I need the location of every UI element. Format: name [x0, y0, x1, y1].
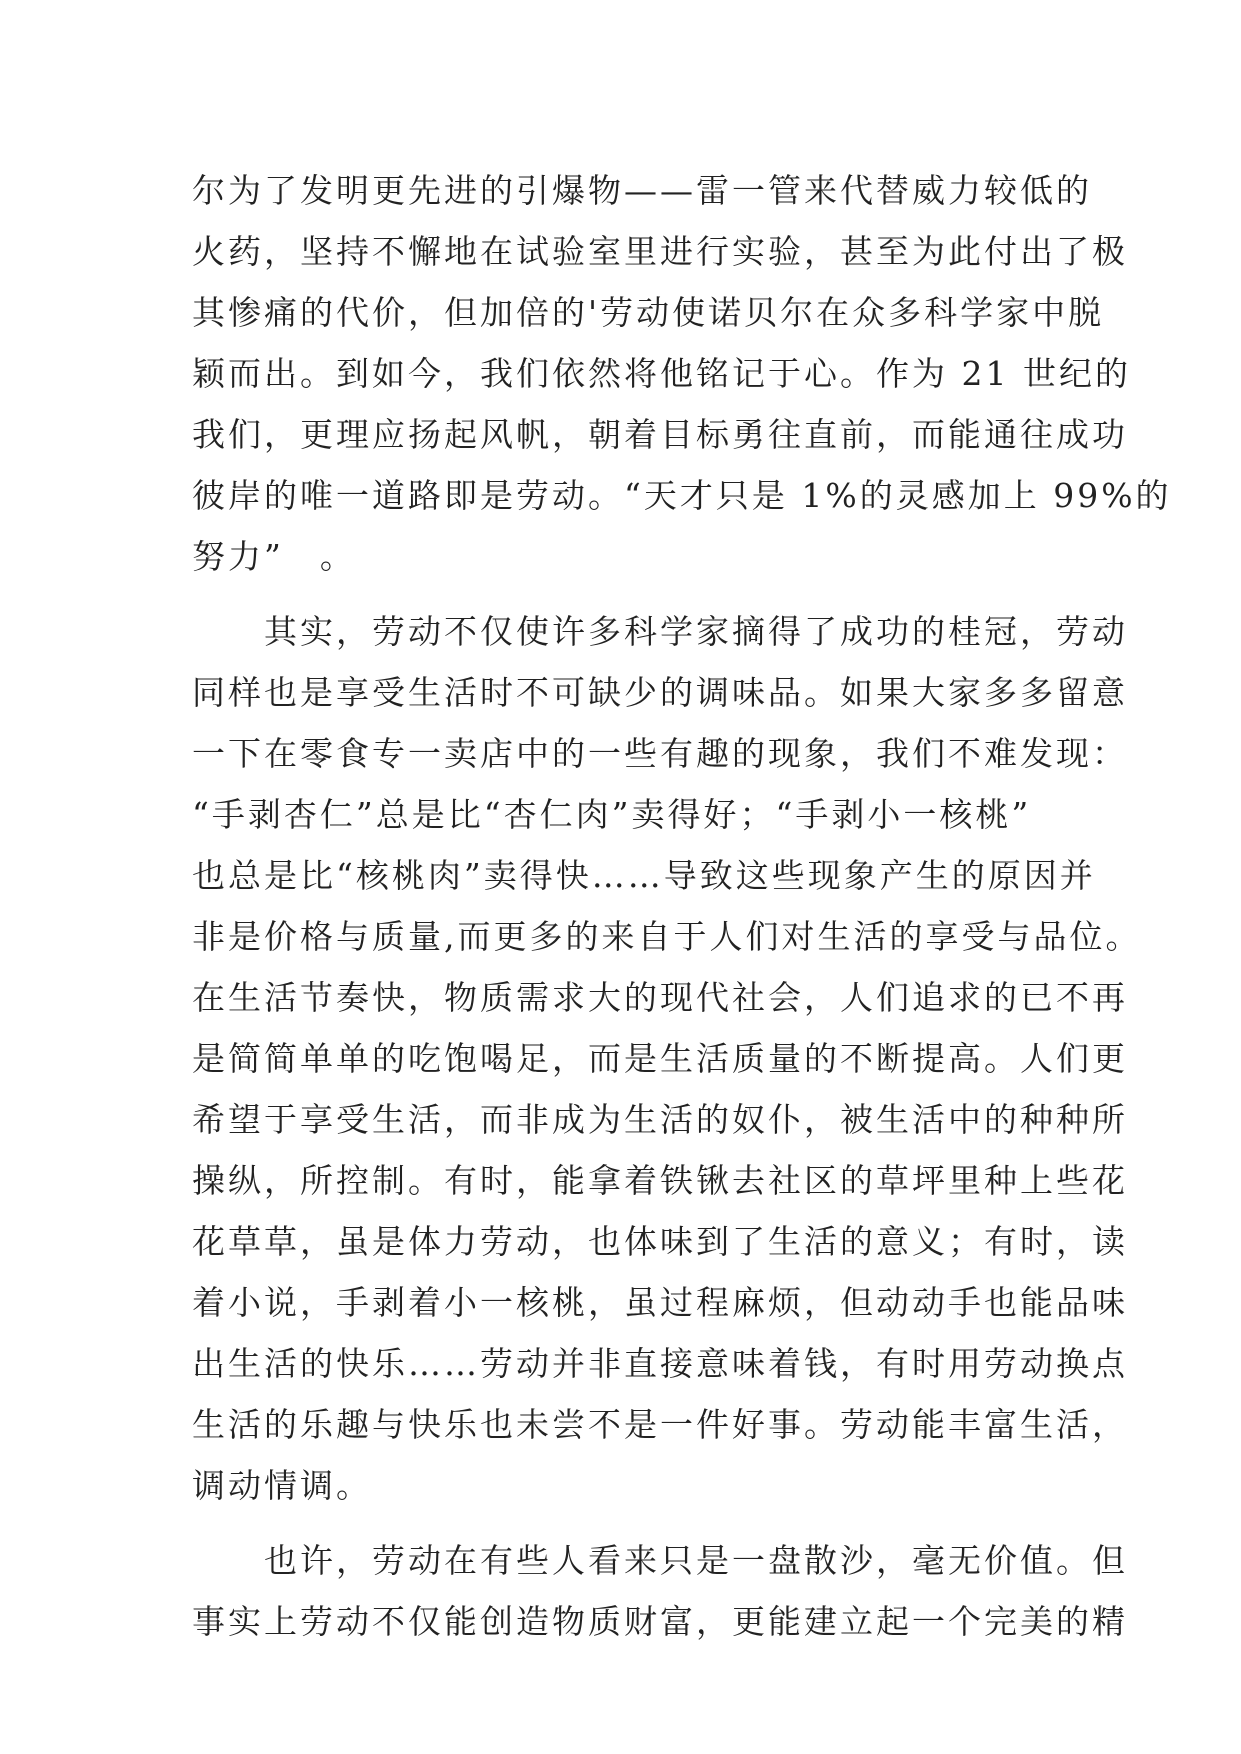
text-line: 也许，劳动在有些人看来只是一盘散沙，毫无价值。但: [192, 1541, 1128, 1580]
paragraph-gap: [192, 1516, 1072, 1530]
text-line: 颖而出。到如今，我们依然将他铭记于心。作为 21 世纪的: [192, 354, 1131, 393]
text-line: 彼岸的唯一道路即是劳动。“天才只是 1%的灵感加上 99%的: [192, 476, 1172, 515]
text-line: 努力” 。: [192, 537, 356, 576]
text-line: 同样也是享受生活时不可缺少的调味品。如果大家多多留意: [192, 673, 1128, 712]
text-line: 也总是比“核桃肉”卖得快……导致这些现象产生的原因并: [192, 856, 1096, 895]
text-line: 希望于享受生活，而非成为生活的奴仆，被生活中的种种所: [192, 1100, 1128, 1139]
text-line: 操纵，所控制。有时，能拿着铁锹去社区的草坪里种上些花: [192, 1161, 1128, 1200]
paragraph-enjoy-life: [192, 601, 1142, 1516]
text-line: 着小说，手剥着小一核桃，虽过程麻烦，但动动手也能品味: [192, 1283, 1128, 1322]
text-line: 是简简单单的吃饱喝足，而是生活质量的不断提高。人们更: [192, 1039, 1128, 1078]
text-line: 花草草，虽是体力劳动，也体味到了生活的意义；有时，读: [192, 1222, 1128, 1261]
paragraph-nobel: [192, 160, 1172, 587]
text-line: 火药，坚持不懈地在试验室里进行实验，甚至为此付出了极: [192, 232, 1128, 271]
text-line: 一下在零食专一卖店中的一些有趣的现象，我们不难发现：: [192, 734, 1128, 773]
text-line: 调动情调。: [192, 1466, 372, 1505]
text-line: 其实，劳动不仅使许多科学家摘得了成功的桂冠，劳动: [192, 612, 1128, 651]
text-line: 事实上劳动不仅能创造物质财富，更能建立起一个完美的精: [192, 1602, 1128, 1641]
text-line: 其惨痛的代价，但加倍的'劳动使诺贝尔在众多科学家中脱: [192, 293, 1105, 332]
text-line: 生活的乐趣与快乐也未尝不是一件好事。劳动能丰富生活，: [192, 1405, 1128, 1444]
paragraph-gap: [192, 587, 1072, 601]
text-line: 出生活的快乐……劳动并非直接意味着钱，有时用劳动换点: [192, 1344, 1128, 1383]
paragraph-value-of-labor: [192, 1530, 1128, 1652]
essay-body: [192, 160, 1172, 1652]
text-line: 非是价格与质量,而更多的来自于人们对生活的享受与品位。: [192, 917, 1142, 956]
text-line: 在生活节奏快，物质需求大的现代社会，人们追求的已不再: [192, 978, 1128, 1017]
text-line: 我们，更理应扬起风帆，朝着目标勇往直前，而能通往成功: [192, 415, 1128, 454]
text-line: 尔为了发明更先进的引爆物——雷一管来代替威力较低的: [192, 171, 1092, 210]
text-line: “手剥杏仁”总是比“杏仁肉”卖得好；“手剥小一核桃”: [192, 795, 1032, 834]
